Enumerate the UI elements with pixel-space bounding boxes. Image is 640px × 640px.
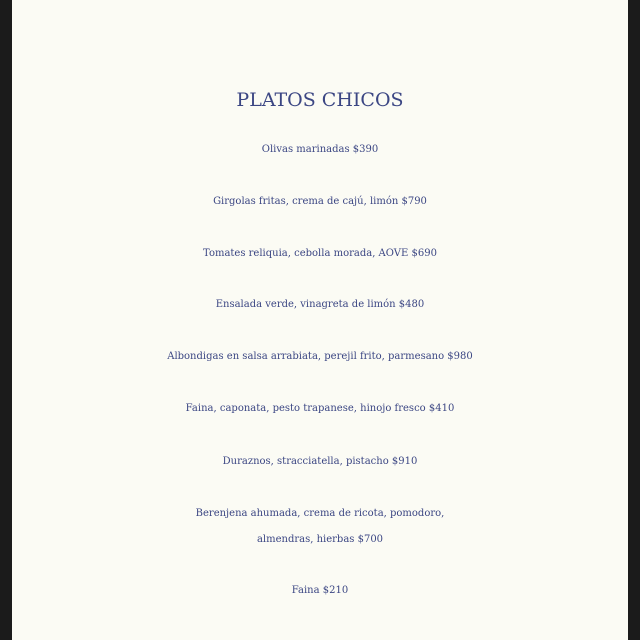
- menu-item: Faina $210: [291, 585, 349, 596]
- menu-item-multiline: [12, 501, 628, 553]
- menu-item: Tomates reliquia, cebolla morada, AOVE $690: [203, 248, 437, 259]
- menu-section-title: PLATOS CHICOS: [236, 89, 404, 111]
- menu-item: Girgolas fritas, crema de cajú, limón $790: [213, 196, 427, 207]
- menu-item: Ensalada verde, vinagreta de limón $480: [215, 299, 425, 310]
- menu-item: Duraznos, stracciatella, pistacho $910: [222, 456, 418, 467]
- menu-item: Albondigas en salsa arrabiata, perejil frito, parmesano $980: [167, 351, 473, 362]
- menu-item-line: Berenjena ahumada, crema de ricota, pomodoro,: [195, 508, 445, 519]
- menu-page: [12, 0, 628, 640]
- menu-item: Faina, caponata, pesto trapanese, hinojo fresco $410: [185, 403, 455, 414]
- menu-item: Olivas marinadas $390: [261, 144, 379, 155]
- menu-item-line: almendras, hierbas $700: [256, 534, 384, 545]
